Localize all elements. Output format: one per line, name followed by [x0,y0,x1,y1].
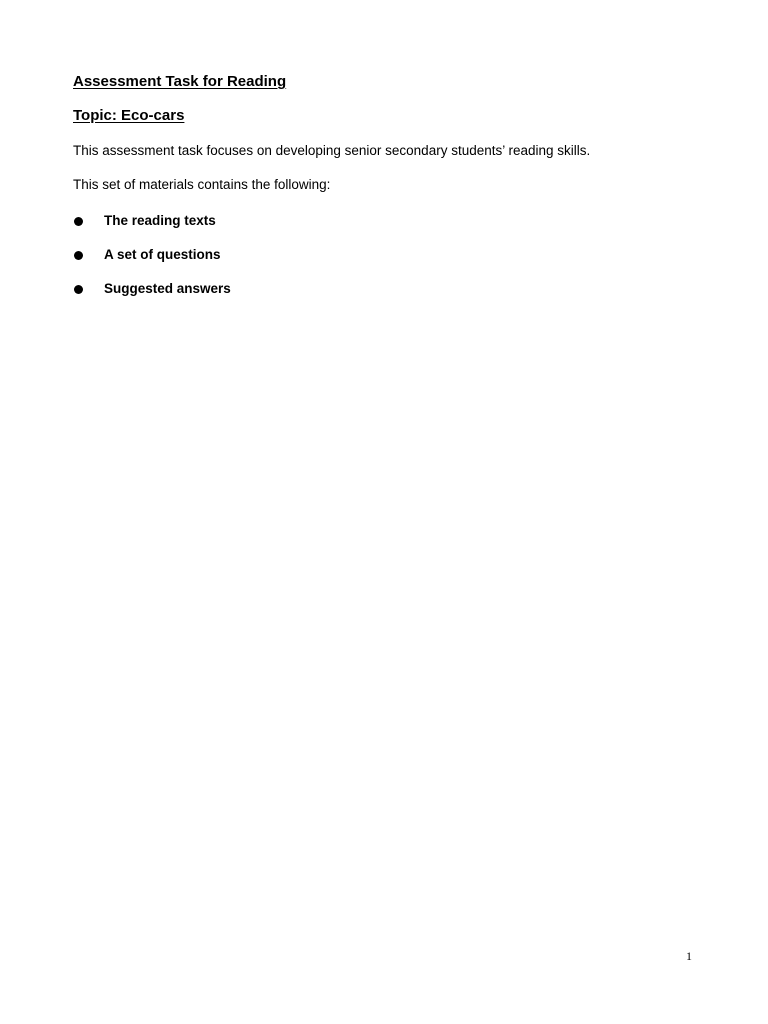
bullet-icon [74,217,83,226]
list-item-text: The reading texts [104,213,216,228]
list-item-text: Suggested answers [104,281,231,296]
contents-intro: This set of materials contains the following: [73,177,331,192]
intro-paragraph: This assessment task focuses on developing senior secondary students’ reading skills. [73,143,591,158]
bullet-icon [74,251,83,260]
page-number: 1 [686,949,692,963]
document-title: Assessment Task for Reading [73,73,287,90]
list-item-text: A set of questions [104,247,221,262]
bullet-icon [74,285,83,294]
topic-heading: Topic: Eco-cars [73,107,185,124]
